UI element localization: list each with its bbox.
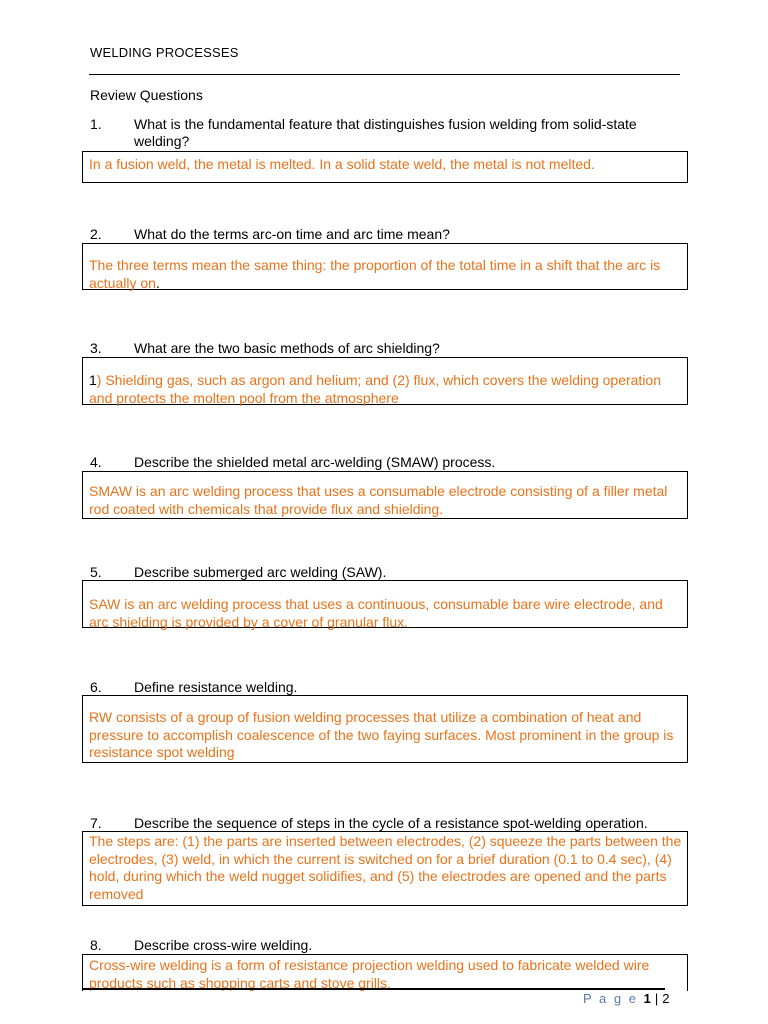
answer-trail: . <box>155 274 160 291</box>
footer-rule <box>82 988 665 990</box>
answer-text: Cross-wire welding is a form of resistance projection welding used to fabricate welded wire products such as shopping carts and stove grills. <box>89 957 650 991</box>
question-number: 8. <box>90 937 102 953</box>
question-text: Describe cross-wire welding. <box>134 937 313 953</box>
question-text: What is the fundamental feature that distinguishes fusion welding from solid-state welding? <box>134 116 637 149</box>
answer-box-2 <box>82 243 688 290</box>
section-heading: Review Questions <box>90 87 203 103</box>
question-number: 3. <box>90 340 102 356</box>
answer-box-3 <box>82 357 688 405</box>
answer-box-1 <box>82 151 688 183</box>
answer-text: In a fusion weld, the metal is melted. In a solid state weld, the metal is not melted. <box>89 156 595 172</box>
question-number: 4. <box>90 454 102 470</box>
question-number: 2. <box>90 226 102 242</box>
page-separator: | <box>654 991 659 1006</box>
answer-box-4 <box>82 471 688 519</box>
answer-box-7 <box>82 831 688 906</box>
question-number: 5. <box>90 564 102 580</box>
answer-text: SAW is an arc welding process that uses a continuous, consumable bare wire electrode, and arc shielding is provided by a cover of granular flux. <box>89 596 663 630</box>
question-text: Define resistance welding. <box>134 679 298 695</box>
document-title: WELDING PROCESSES <box>90 45 239 60</box>
answer-box-6 <box>82 695 688 763</box>
total-pages: 2 <box>662 991 670 1006</box>
current-page-number: 1 <box>643 991 651 1006</box>
title-divider <box>89 74 680 75</box>
question-text: What are the two basic methods of arc shielding? <box>134 340 440 356</box>
question-number: 7. <box>90 815 102 831</box>
answer-text: The steps are: (1) the parts are inserted between electrodes, (2) squeeze the parts between the electrodes, (3) weld, in which the current is switched on for a brief duration (0.1 to 0.4 sec), (4) hold, during which the weld nugget solidifies, and (5) the electrodes are opened and the parts removed <box>89 833 682 902</box>
question-number: 6. <box>90 679 102 695</box>
answer-box-8 <box>82 954 688 991</box>
page-label: P a g e <box>583 991 638 1006</box>
answer-text: The three terms mean the same thing: the proportion of the total time in a shift that the arc is actually on <box>89 257 661 291</box>
question-number: 1. <box>90 116 102 132</box>
page-footer <box>583 991 669 1006</box>
answer-text: SMAW is an arc welding process that uses a consumable electrode consisting of a filler metal rod coated with chemicals that provide flux and shielding. <box>89 483 668 517</box>
question-text: What do the terms arc-on time and arc time mean? <box>134 226 450 242</box>
answer-lead: 1 <box>89 372 97 388</box>
question-text: Describe the sequence of steps in the cycle of a resistance spot-welding operation. <box>134 815 648 831</box>
answer-box-5 <box>82 580 688 628</box>
question-text: Describe the shielded metal arc-welding (SMAW) process. <box>134 454 496 470</box>
answer-text: ) Shielding gas, such as argon and helium; and (2) flux, which covers the welding operation and protects the molten pool from the atmosphere <box>89 372 662 406</box>
answer-text: RW consists of a group of fusion welding processes that utilize a combination of heat and pressure to accomplish coalescence of the two faying surfaces. Most prominent in the group is resistance spot welding <box>89 709 674 760</box>
question-text: Describe submerged arc welding (SAW). <box>134 564 387 580</box>
